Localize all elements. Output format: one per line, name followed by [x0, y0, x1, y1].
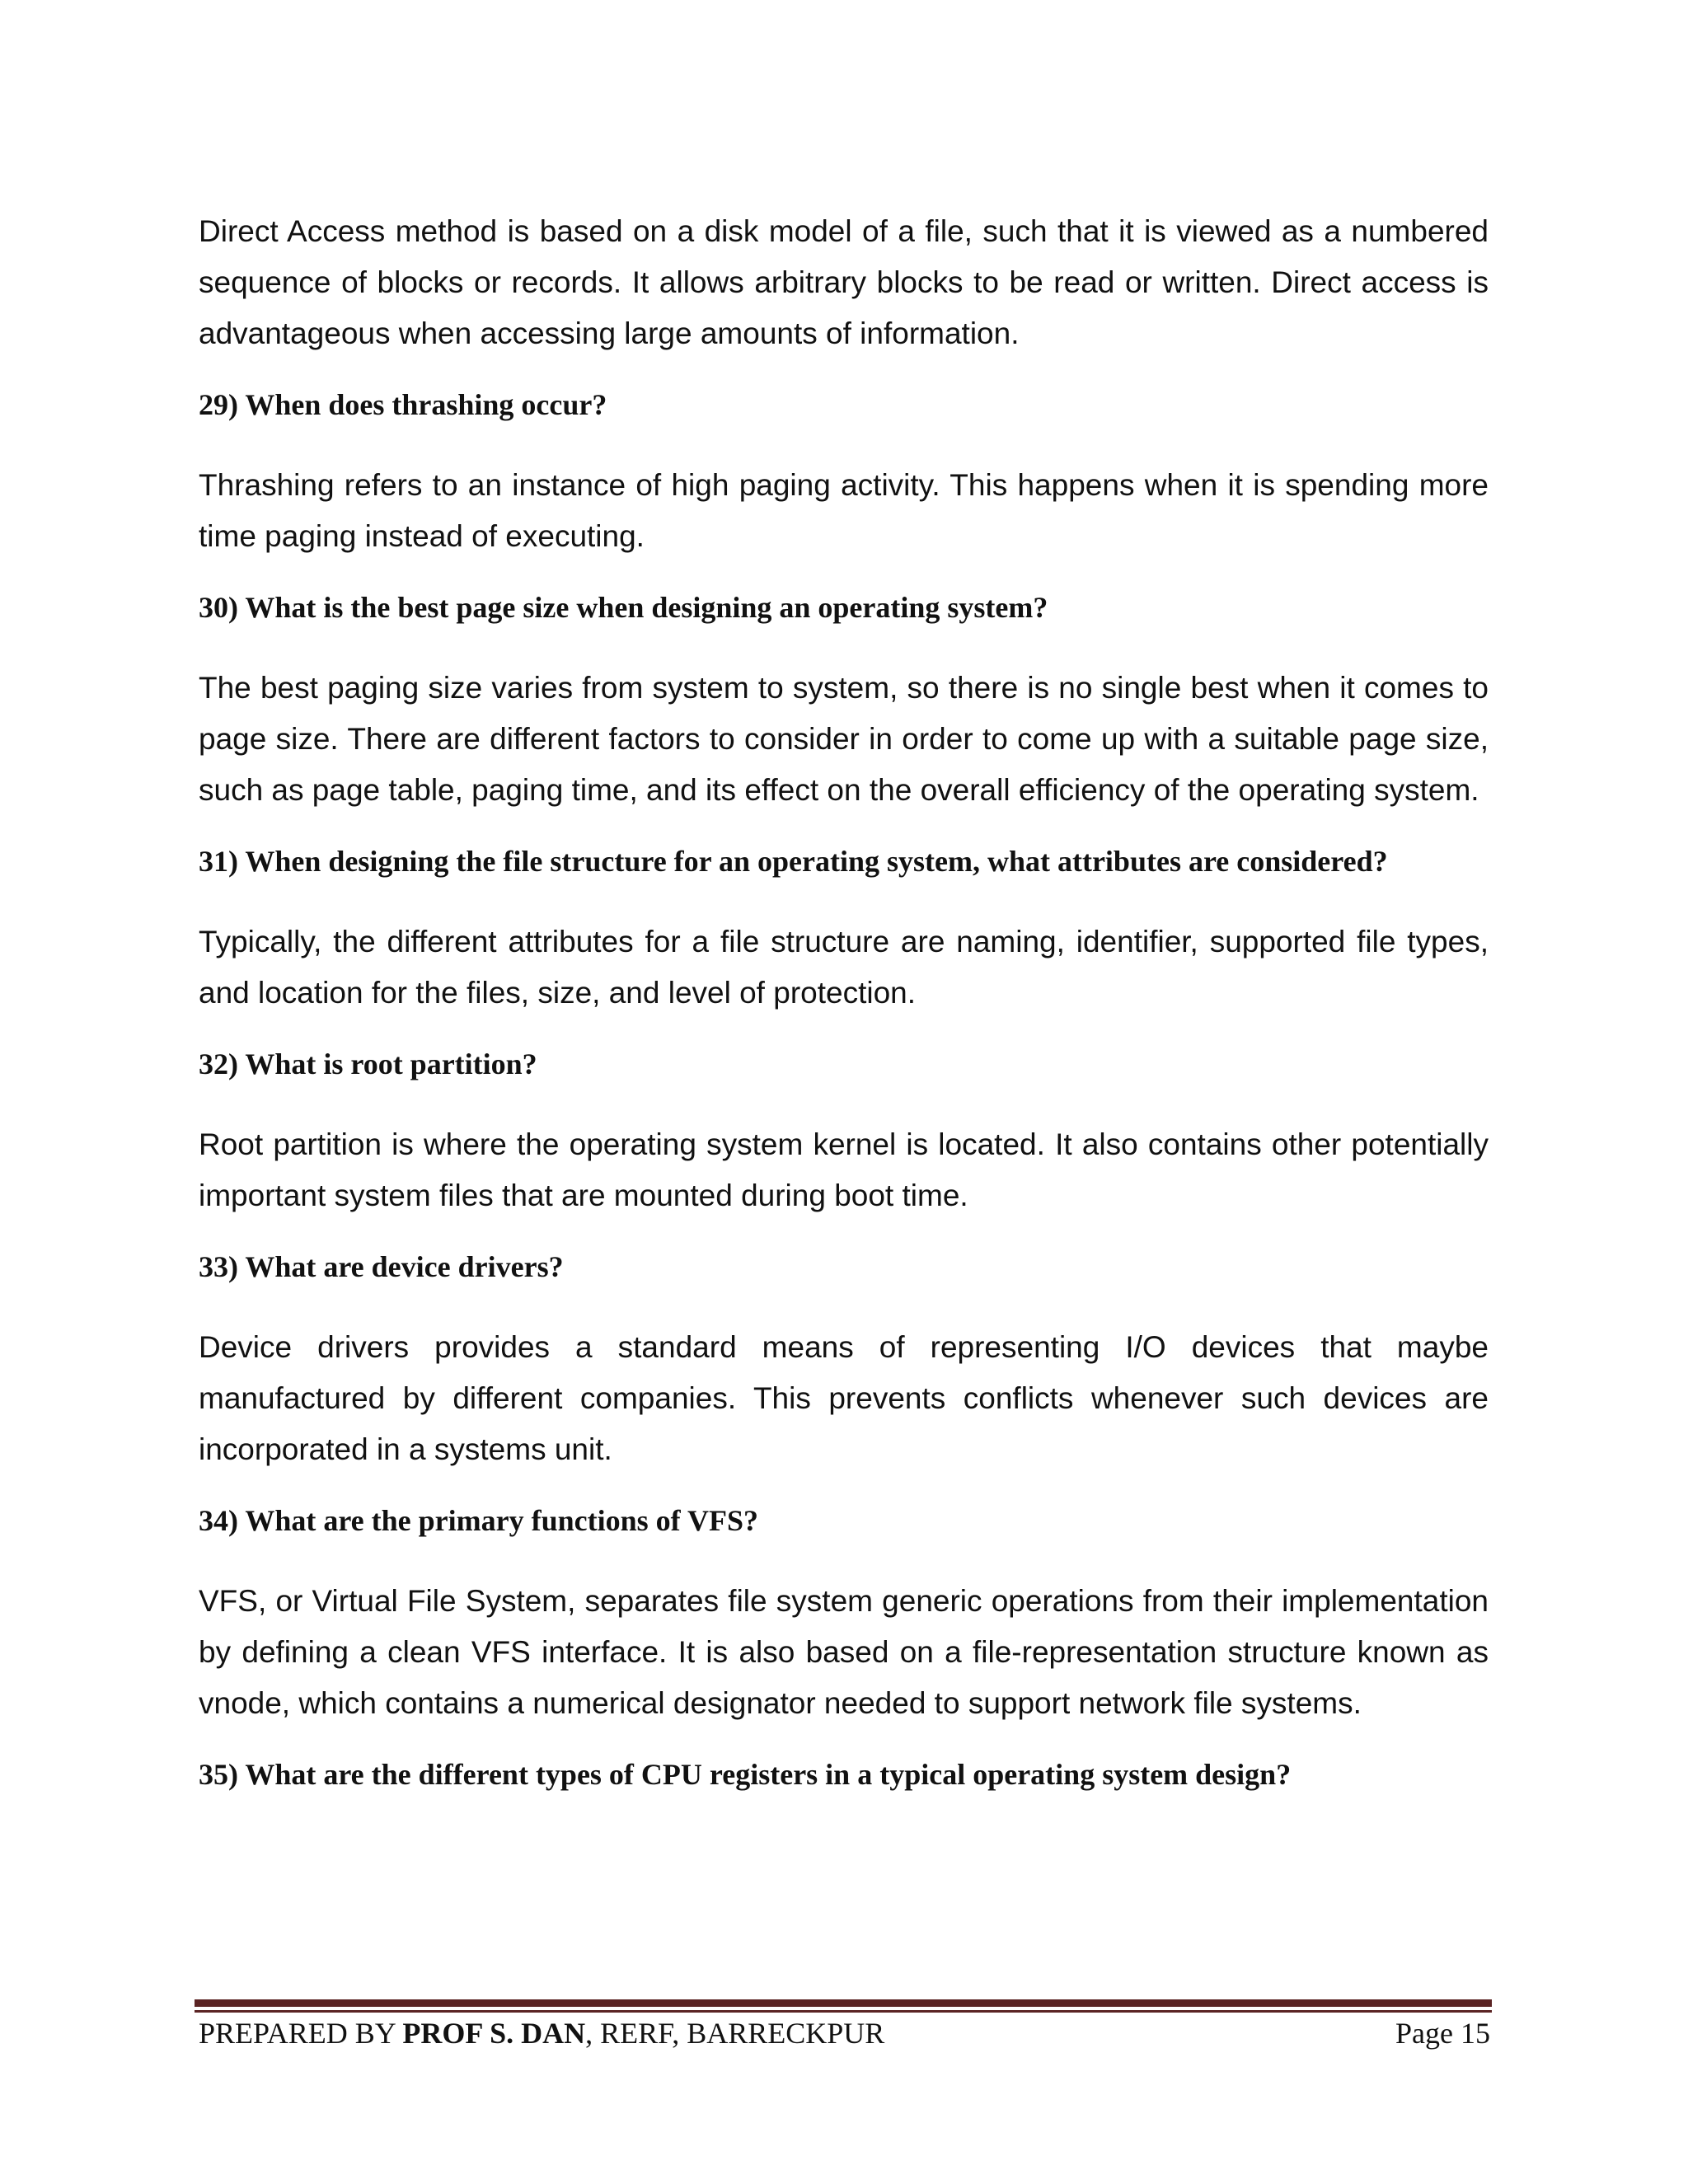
footer-suffix: , RERF, BARRECKPUR [585, 2017, 885, 2050]
footer-credit [199, 2013, 884, 2054]
question-35: 35) What are the different types of CPU registers in a typical operating system design? [199, 1758, 1292, 1791]
question-34: 34) What are the primary functions of VFS? [199, 1504, 758, 1537]
answer-32: Root partition is where the operating system kernel is located. It also contains other potentially important system files that are mounted during boot time. [199, 1127, 1489, 1212]
question-32: 32) What is root partition? [199, 1047, 537, 1080]
answer-30: The best paging size varies from system to system, so there is no single best when it comes to page size. There are different factors to consider in order to come up with a suitable page size, such as page table, paging time, and its effect on the overall efficiency of the operating system. [199, 671, 1489, 807]
footer-rule-thick [195, 1999, 1492, 2007]
answer-34: VFS, or Virtual File System, separates file system generic operations from their implementation by defining a clean VFS interface. It is also based on a file-representation structure known as vnode, which contains a numerical designator needed to support network file systems. [199, 1584, 1489, 1720]
question-33: 33) What are device drivers? [199, 1250, 564, 1283]
question-30: 30) What is the best page size when designing an operating system? [199, 591, 1048, 624]
paragraph-direct-access: Direct Access method is based on a disk model of a file, such that it is viewed as a numbered sequence of blocks or records. It allows arbitrary blocks to be read or written. Direct access is advantageous when accessing large amounts of information. [199, 214, 1489, 350]
footer-author: PROF S. DAN [402, 2017, 586, 2050]
answer-33: Device drivers provides a standard means of representing I/O devices that maybe manufactured by different companies. This prevents conflicts whenever such devices are incorporated in a systems unit. [199, 1330, 1489, 1466]
answer-29: Thrashing refers to an instance of high paging activity. This happens when it is spending more time paging instead of executing. [199, 468, 1489, 553]
page-footer [199, 2013, 1490, 2054]
footer-prefix: PREPARED BY [199, 2017, 403, 2050]
question-29: 29) When does thrashing occur? [199, 388, 607, 421]
page-content [199, 206, 1489, 1830]
page-number: Page 15 [1395, 2017, 1490, 2050]
answer-31: Typically, the different attributes for a file structure are naming, identifier, supported file types, and location for the files, size, and level of protection. [199, 925, 1489, 1010]
question-31: 31) When designing the file structure for an operating system, what attributes are considered? [199, 845, 1388, 878]
